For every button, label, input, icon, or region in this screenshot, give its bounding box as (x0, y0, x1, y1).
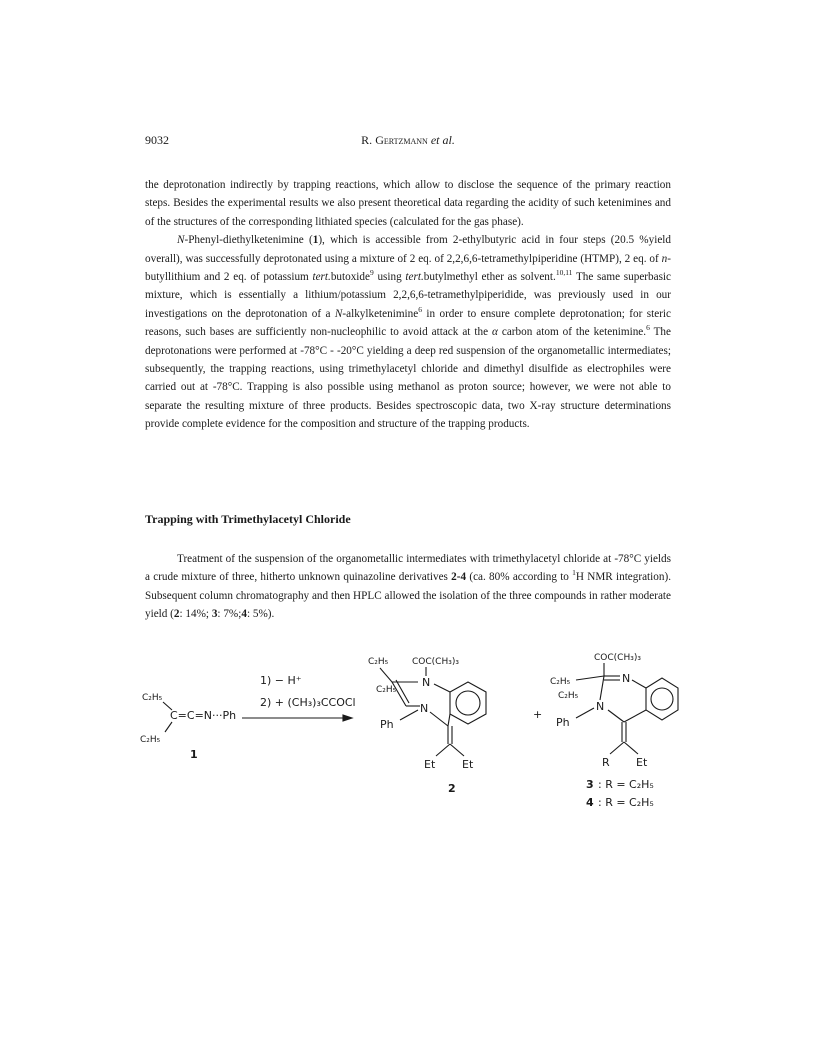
paragraph: Treatment of the suspension of the organometallic intermediates with trimethylacetyl chloride at -78°C yields a crude mixture of three, hitherto unknown quinazoline derivatives 2-4 (ca. 80% according to $^1$H NMR integration). Subsequent column chromatography and then HPLC allowed the isolation of the three compounds in rather moderate yield (2: 14%; 3: 7%;4: 5%). (145, 553, 671, 621)
bond (608, 710, 624, 722)
phenyl-label: Ph (556, 716, 570, 729)
citation: 10,11 (555, 268, 573, 278)
paragraph: N-Phenyl-diethylketenimine (1), which is accessible from 2-ethylbutyric acid in four steps (20.5 %yield overall), was successfully deprotonated using a mixture of 2 eq. of 2,2,6,6-tetramethylpiperidine (HTMP), 2 eq. of n-butyllithium and 2 eq. of potassium tert.butoxide$^9$ using tert.butylmethyl ether as solvent.$^{10,11}$ The same superbasic mixture, which is essentially a lithium/potassium 2,2,6,6-tetramethylpiperidide, was previously used in our investigations on the deprotonation of a N-alkylketenimine$^6$ in order to ensure complete deprotonation; for steric reasons, such bases are sufficiently non-nucleophilic to avoid attack at the α carbon atom of the ketenimine.$^6$ The deprotonations were performed at -78°C - -20°C yielding a deep red suspension of the organometallic intermediates; subsequently, the trapping reactions, using trimethylacetyl chloride and dimethyl disulfide as electrophiles were carried out at -78°C. Trapping is also possible using methanol as proton source; however, we were not able to separate the resulting mixture of three products. Besides spectroscopic data, two X-ray structure determinations provide complete evidence for the composition and structure of the trapping products. (145, 234, 671, 431)
acyl-label: COC(CH₃)₃ (594, 653, 641, 663)
citation: 6 (418, 304, 422, 314)
ethyl-label: C₂H₅ (142, 693, 163, 703)
ketenimine-1 (140, 693, 236, 761)
phenyl-label: Ph (380, 718, 394, 731)
reagent-step-1: 1) − H⁺ (260, 674, 302, 687)
bond (380, 668, 418, 682)
ethyl-label: C₂H₅ (558, 691, 579, 701)
paragraph: the deprotonation indirectly by trapping reactions, which allow to disclose the sequence of the primary reaction steps. Besides the experimental results we also present theoretical data regarding the acidity of such ketenimines and of the structures of the corresponding lithiated species (calculated for the gas phase). (145, 179, 671, 228)
ethyl-label: C₂H₅ (368, 657, 389, 667)
ethyl-label: C₂H₅ (376, 685, 397, 695)
intro-text (145, 176, 671, 434)
plus-sign: + (533, 708, 543, 721)
ethyl-label: Et (636, 756, 648, 769)
bond (430, 712, 448, 726)
section-heading: Trapping with Trimethylacetyl Chloride (145, 512, 351, 526)
acyl-label: COC(CH₃)₃ (412, 657, 459, 667)
product-3-4 (550, 653, 678, 809)
author-name: Gertzmann (375, 133, 428, 147)
running-header (145, 133, 671, 149)
bond (450, 744, 464, 756)
bond (610, 742, 624, 754)
aromatic-circle (456, 691, 480, 715)
nitrogen-label: N (420, 702, 429, 715)
arrow-head (343, 715, 352, 721)
ethyl-label: Et (424, 758, 436, 771)
running-title: R. Gertzmann et al. (361, 133, 455, 147)
reagent-step-2: 2) + (CH₃)₃CCOCl (260, 696, 356, 709)
benzene-ring (450, 682, 486, 724)
r-definition: : R = C₂H₅ (598, 796, 654, 809)
nitrogen-label: N (622, 672, 631, 685)
bond (165, 722, 172, 732)
bond (624, 742, 638, 754)
compound-label: 2 (448, 782, 456, 795)
bond (576, 708, 594, 718)
r-group-label: R (602, 756, 610, 769)
wedge-bond (576, 676, 604, 680)
section-text (145, 550, 671, 624)
ethyl-label: C₂H₅ (140, 735, 161, 745)
product-2 (368, 657, 486, 795)
r-definition: : R = C₂H₅ (598, 778, 654, 791)
compound-label: 4 (586, 796, 594, 809)
ketenimine-core: C=C=N···Ph (170, 709, 237, 722)
bond (632, 680, 646, 688)
citation: 6 (646, 323, 650, 333)
bond (448, 714, 450, 726)
aromatic-circle (651, 688, 673, 710)
ethyl-label: C₂H₅ (550, 677, 571, 687)
nitrogen-label: N (422, 676, 431, 689)
reaction-scheme (130, 640, 690, 810)
ethyl-label: Et (462, 758, 474, 771)
nitrogen-label: N (596, 700, 605, 713)
page-number: 9032 (145, 133, 169, 147)
bond (436, 744, 450, 756)
bond (400, 710, 418, 720)
bond (624, 710, 646, 722)
bond (434, 684, 450, 692)
citation: 9 (369, 268, 374, 278)
reaction-arrow (242, 674, 356, 721)
compound-label: 1 (190, 748, 198, 761)
compound-label: 3 (586, 778, 594, 791)
bond (600, 676, 604, 700)
